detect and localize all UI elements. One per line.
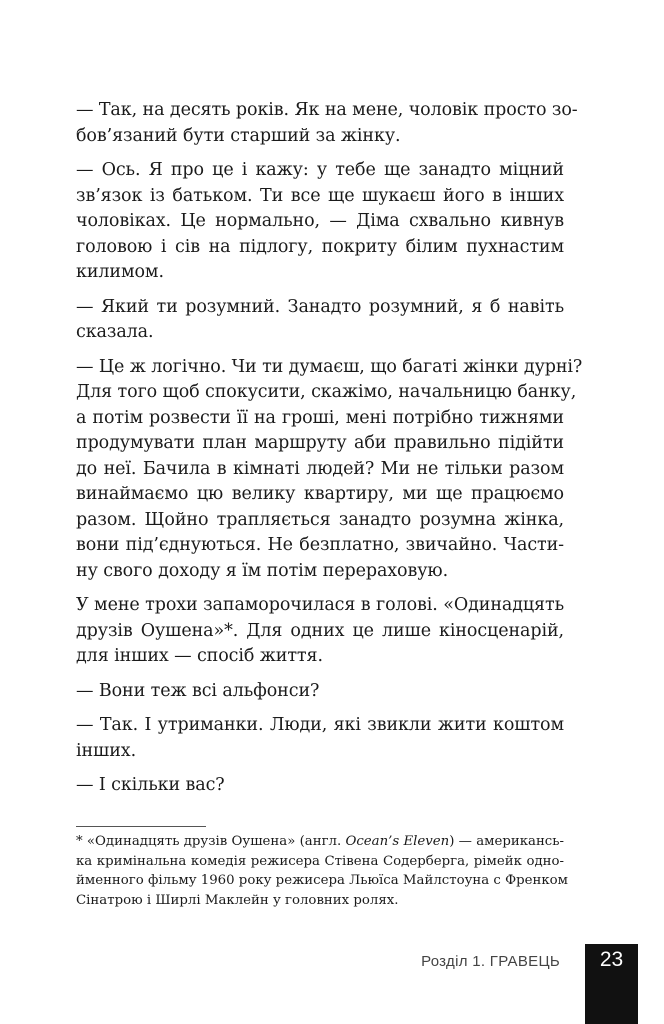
text-line: вони під’єднуються. Не безплатно, звичайно. Части-: [76, 535, 564, 555]
paragraph: [76, 773, 564, 799]
paragraph: [76, 295, 564, 346]
text-line: — Ось. Я про це і кажу: у тебе ще занадто міцний: [76, 160, 564, 180]
text-line: — Який ти розумний. Занадто розумний, я б навіть: [76, 296, 564, 317]
text-line: У мене трохи запаморочилася в голові. «Одинадцять: [76, 595, 564, 615]
text-line: а потім розвести її на гроші, мені потрібно тижнями: [76, 407, 564, 428]
text-line: винаймаємо цю велику квартиру, ми ще працюємо: [76, 484, 564, 504]
text-line: разом. Щойно трапляється занадто розумна жінка,: [76, 509, 564, 530]
text-line: — І скільки вас?: [76, 775, 225, 795]
text-line: — Так, на десять років. Як на мене, чоловік просто зо-: [76, 100, 578, 120]
text-line: до неї. Бачила в кімнаті людей? Ми не тільки разом: [76, 458, 564, 479]
text-line: — Вони теж всі альфонси?: [76, 680, 320, 701]
footnote-suffix: ) — американсь-: [449, 834, 564, 849]
paragraph: [76, 158, 564, 286]
text-line: друзів Оушена»*. Для одних це лише кіносценарій,: [76, 620, 564, 641]
text-line: килимом.: [76, 262, 164, 282]
paragraph: [76, 593, 564, 670]
text-line: ну свого доходу я їм потім перераховую.: [76, 560, 449, 581]
text-line: інших.: [76, 740, 137, 761]
text-line: продумувати план маршруту аби правильно підійти: [76, 433, 564, 453]
footnote: [76, 832, 569, 910]
page-number-tab: [585, 944, 638, 1024]
footnote-prefix: * «Одинадцять друзів Оушена» (англ.: [76, 834, 346, 849]
text-line: чоловіках. Це нормально, — Діма схвально кивнув: [76, 211, 564, 231]
paragraph: [76, 355, 583, 585]
footnote-line: ка кримінальна комедія режисера Стівена Содерберга, рімейк одно-: [76, 853, 564, 869]
page-number: 23: [599, 948, 624, 971]
text-line: — Так. І утриманки. Люди, які звикли жити коштом: [76, 715, 564, 735]
running-head: Розділ 1. ГРАВЕЦЬ: [421, 953, 560, 970]
text-line: для інших — спосіб життя.: [76, 646, 323, 666]
paragraph: [76, 679, 564, 705]
footnote-line: йменного фільму 1960 року режисера Льюїса Майлстоуна с Френком: [76, 873, 569, 888]
footnote-line: Сінатрою і Ширлі Маклейн у головних ролях.: [76, 892, 399, 908]
footnote-line: [76, 832, 564, 852]
footnote-title-original: Ocean’s Eleven: [345, 834, 450, 849]
text-line: — Це ж логічно. Чи ти думаєш, що багаті жінки дурні?: [76, 356, 583, 377]
paragraph: [76, 713, 564, 764]
text-line: бов’язаний бути старший за жінку.: [76, 125, 401, 146]
footnote-divider: [76, 826, 206, 827]
text-line: головою і сів на підлогу, покриту білим пухнастим: [76, 236, 564, 257]
text-line: сказала.: [76, 322, 154, 342]
paragraph: [76, 98, 578, 149]
text-line: Для того щоб спокусити, скажімо, начальницю банку,: [76, 382, 577, 402]
body-text: [76, 98, 583, 808]
text-line: зв’язок із батьком. Ти все ще шукаєш його в інших: [76, 185, 564, 206]
